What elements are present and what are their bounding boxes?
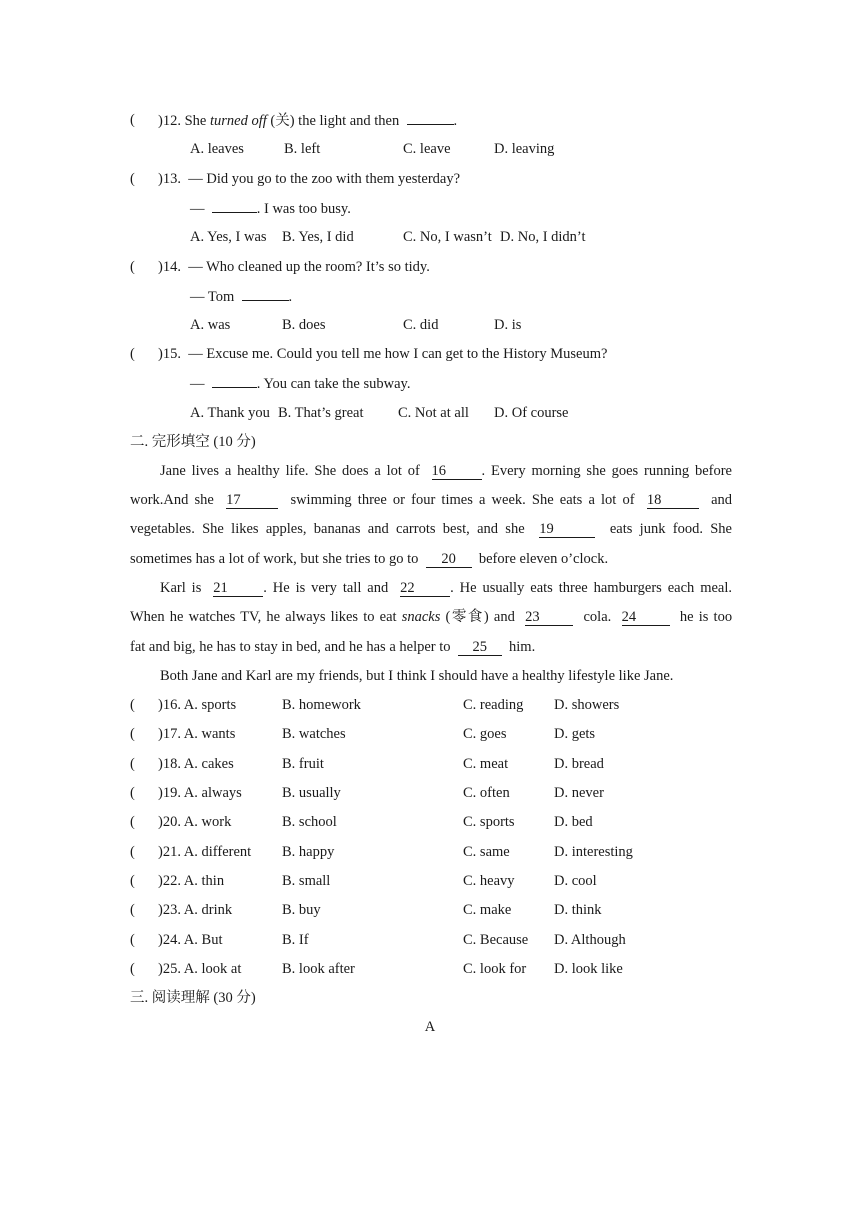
option-c: C. meat: [463, 756, 509, 772]
blank-25: 25: [458, 640, 502, 656]
blank-16: 16: [432, 464, 482, 480]
option-b: B. watches: [282, 726, 346, 742]
option-b: B. That’s great: [278, 405, 364, 421]
option-d: D. showers: [554, 697, 620, 713]
option-c: C. leave: [403, 141, 451, 157]
passage-line: Jane lives a healthy life. She does a lot of 16 . Every morning she goes running before: [160, 463, 732, 479]
answer-blank: [212, 374, 257, 388]
option-d: D. look like: [554, 961, 623, 977]
answer-blank: [242, 287, 289, 301]
option-b: B. happy: [282, 844, 335, 860]
question-stem: )14. — Who cleaned up the room? It’s so tidy.: [158, 259, 430, 275]
answer-paren: (: [130, 259, 135, 275]
passage-line: vegetables. She likes apples, bananas and carrots best, and she 19 eats junk food. She: [130, 521, 732, 537]
passage-line: fat and big, he has to stay in bed, and he has a helper to 25 him.: [130, 639, 536, 655]
dialogue-response: — . You can take the subway.: [190, 376, 411, 392]
dialogue-response: — Tom .: [190, 289, 293, 305]
option-b: B. fruit: [282, 756, 324, 772]
option-b: B. buy: [282, 902, 321, 918]
option-d: D. Of course: [494, 405, 569, 421]
option-d: D. cool: [554, 873, 597, 889]
option-a: A. leaves: [190, 141, 244, 157]
option-d: D. bed: [554, 814, 593, 830]
blank-22: 22: [400, 581, 450, 597]
option-c: C. did: [403, 317, 439, 333]
option-a: )21. A. different: [158, 844, 252, 860]
option-a: )25. A. look at: [158, 961, 242, 977]
option-d: D. is: [494, 317, 522, 333]
option-b: B. small: [282, 873, 331, 889]
question-stem: )12. She turned off (关) the light and then .: [158, 113, 458, 129]
option-c: C. sports: [463, 814, 515, 830]
option-c: C. look for: [463, 961, 527, 977]
passage-line: When he watches TV, he always likes to eat snacks (零食) and 23 cola. 24 he is too: [130, 609, 733, 625]
question-stem: )15. — Excuse me. Could you tell me how I can get to the History Museum?: [158, 346, 608, 362]
option-a: )23. A. drink: [158, 902, 233, 918]
option-b: B. school: [282, 814, 337, 830]
option-d: D. think: [554, 902, 602, 918]
option-c: C. make: [463, 902, 512, 918]
passage-line: Karl is 21 . He is very tall and 22 . He usually eats three hamburgers each meal.: [160, 580, 733, 596]
option-d: D. No, I didn’t: [500, 229, 586, 245]
blank-17: 17: [226, 493, 278, 509]
blank-21: 21: [213, 581, 263, 597]
option-a: )16. A. sports: [158, 697, 237, 713]
answer-paren: (: [130, 346, 135, 362]
section-2-heading: 二. 完形填空 (10 分): [130, 434, 256, 450]
option-c: C. often: [463, 785, 510, 801]
option-a: )19. A. always: [158, 785, 242, 801]
option-d: D. interesting: [554, 844, 633, 860]
option-a: )20. A. work: [158, 814, 232, 830]
passage-line: work.And she 17 swimming three or four times a week. She eats a lot of 18 and: [130, 492, 733, 508]
option-b: B. If: [282, 932, 309, 948]
option-a: A. Thank you: [190, 405, 270, 421]
blank-24: 24: [622, 610, 670, 626]
option-b: B. left: [284, 141, 321, 157]
option-b: B. Yes, I did: [282, 229, 354, 245]
answer-paren: (: [130, 112, 135, 128]
blank-23: 23: [525, 610, 573, 626]
option-a: A. was: [190, 317, 231, 333]
option-c: C. No, I wasn’t: [403, 229, 492, 245]
blank-19: 19: [539, 522, 595, 538]
option-c: C. reading: [463, 697, 524, 713]
dialogue-response: — . I was too busy.: [190, 201, 351, 217]
option-a: )22. A. thin: [158, 873, 225, 889]
option-d: D. Although: [554, 932, 626, 948]
option-d: D. never: [554, 785, 604, 801]
option-b: B. does: [282, 317, 326, 333]
option-c: C. Because: [463, 932, 529, 948]
option-c: C. heavy: [463, 873, 515, 889]
blank-18: 18: [647, 493, 699, 509]
answer-blank: [407, 111, 454, 125]
option-c: C. same: [463, 844, 510, 860]
passage-line: sometimes has a lot of work, but she tries to go to 20 before eleven o’clock.: [130, 551, 609, 567]
option-b: B. usually: [282, 785, 341, 801]
option-b: B. homework: [282, 697, 361, 713]
option-a: )17. A. wants: [158, 726, 236, 742]
question-stem: )13. — Did you go to the zoo with them yesterday?: [158, 171, 461, 187]
answer-blank: [212, 199, 257, 213]
option-c: C. goes: [463, 726, 507, 742]
option-a: A. Yes, I was: [190, 229, 267, 245]
reading-passage-label: A: [424, 1019, 436, 1035]
option-c: C. Not at all: [398, 405, 469, 421]
section-3-heading: 三. 阅读理解 (30 分): [130, 990, 256, 1006]
option-d: D. gets: [554, 726, 596, 742]
option-a: )18. A. cakes: [158, 756, 234, 772]
passage-line: Both Jane and Karl are my friends, but I think I should have a healthy lifestyle like Jane.: [160, 668, 674, 684]
option-d: D. bread: [554, 756, 604, 772]
blank-20: 20: [426, 552, 472, 568]
option-d: D. leaving: [494, 141, 555, 157]
answer-paren: (: [130, 171, 135, 187]
option-b: B. look after: [282, 961, 355, 977]
option-a: )24. A. But: [158, 932, 223, 948]
